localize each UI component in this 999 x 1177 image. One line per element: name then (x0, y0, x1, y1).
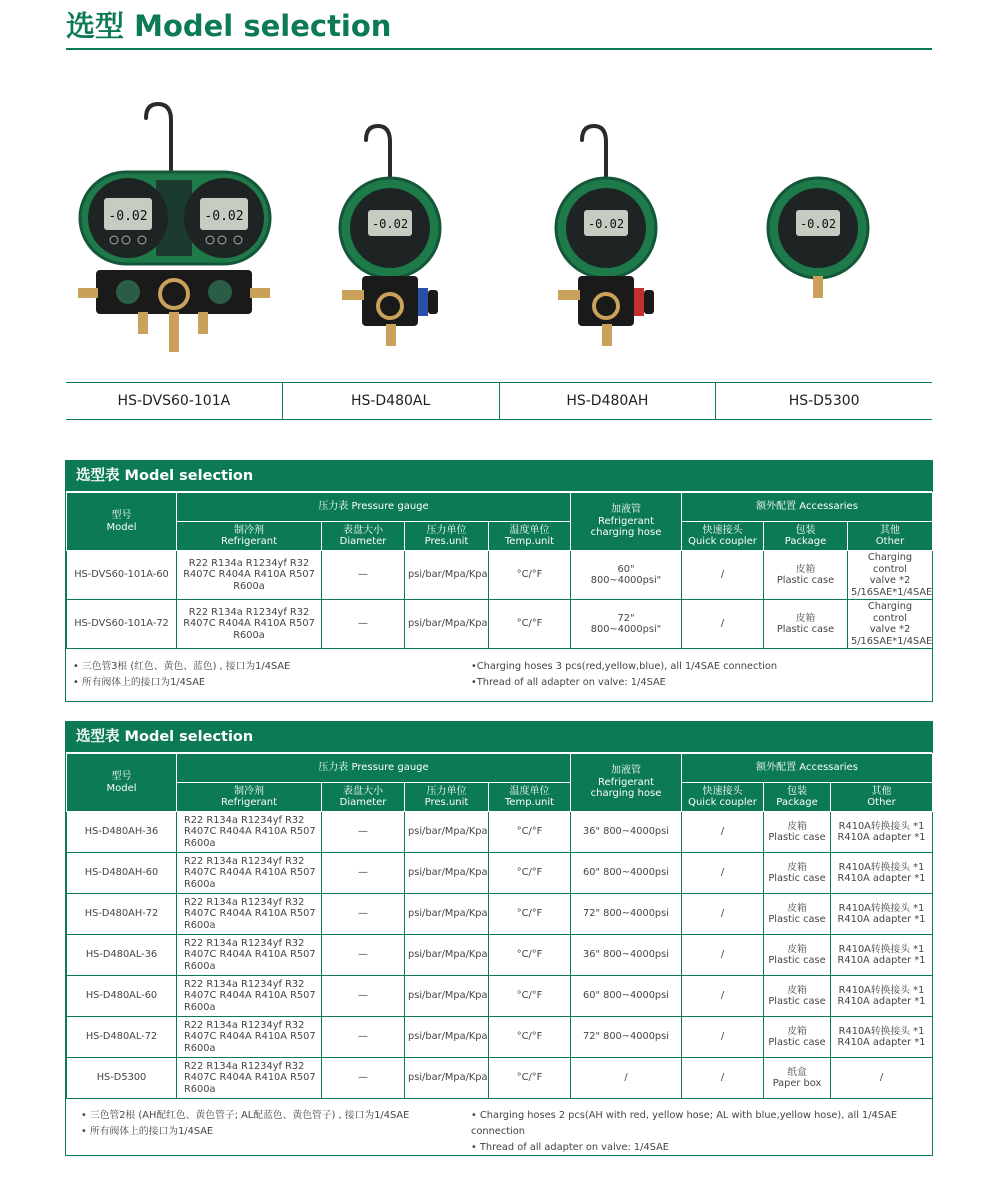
diameter-cell: — (322, 853, 405, 894)
other-cell: Charging control valve *2 5/16SAE*1/4SAE (848, 600, 933, 649)
header-pres-unit: 压力单位 Pres.unit (405, 783, 489, 812)
model-cell: HS-D480AL-36 (67, 935, 177, 976)
header-refrigerant: 制冷剂 Refrigerant (177, 522, 322, 551)
quick-coupler-cell: / (682, 853, 764, 894)
product-image-hs-d5300 (714, 90, 930, 380)
diameter-cell: — (322, 894, 405, 935)
other-cell: Charging control valve *2 5/16SAE*1/4SAE (848, 551, 933, 600)
package-cell: 皮箱 Plastic case (764, 1017, 831, 1058)
model-name: HS-DVS60-101A (66, 383, 283, 419)
charging-hose-cell: 60" 800~4000psi (571, 853, 682, 894)
charging-hose-cell: 36" 800~4000psi (571, 935, 682, 976)
quick-coupler-cell: / (682, 1058, 764, 1099)
header-accessaries: 额外配置 Accessaries (682, 493, 933, 522)
pres-unit-cell: psi/bar/Mpa/Kpa (405, 551, 489, 600)
quick-coupler-cell: / (682, 600, 764, 649)
refrigerant-cell: R22 R134a R1234yf R32 R407C R404A R410A R507 R600a (177, 894, 322, 935)
quick-coupler-cell: / (682, 1017, 764, 1058)
header-diameter: 表盘大小 Diameter (322, 522, 405, 551)
spec-table (66, 753, 933, 1099)
header-model: 型号 Model (67, 754, 177, 812)
header-temp-unit: 温度单位 Temp.unit (489, 783, 571, 812)
header-pressure-gauge: 压力表 Pressure gauge (177, 754, 571, 783)
digital-gauge-image (714, 90, 930, 380)
diameter-cell: — (322, 812, 405, 853)
refrigerant-cell: R22 R134a R1234yf R32 R407C R404A R410A R507 R600a (177, 976, 322, 1017)
header-package: 包装 Package (764, 783, 831, 812)
note-en: •Thread of all adapter on valve: 1/4SAE (471, 677, 666, 688)
page-title: 选型 Model selection (66, 9, 392, 43)
temp-unit-cell: °C/°F (489, 551, 571, 600)
header-package: 包装 Package (764, 522, 848, 551)
quick-coupler-cell: / (682, 976, 764, 1017)
table-title: 选型表 Model selection (66, 722, 932, 753)
other-cell: R410A转换接头 *1 R410A adapter *1 (831, 894, 933, 935)
charging-hose-cell: 60" 800~4000psi (571, 976, 682, 1017)
package-cell: 皮箱 Plastic case (764, 600, 848, 649)
table-row (67, 976, 933, 1017)
model-cell: HS-DVS60-101A-60 (67, 551, 177, 600)
diameter-cell: — (322, 935, 405, 976)
refrigerant-cell: R22 R134a R1234yf R32 R407C R404A R410A R507 R600a (177, 853, 322, 894)
other-cell: R410A转换接头 *1 R410A adapter *1 (831, 853, 933, 894)
charging-hose-cell: 60" 800~4000psi" (571, 551, 682, 600)
display-value: -0.02 (587, 217, 625, 231)
package-cell: 纸盒 Paper box (764, 1058, 831, 1099)
note-cn: • 所有阀体上的接口为1/4SAE (73, 677, 206, 688)
diameter-cell: — (322, 1058, 405, 1099)
other-cell: R410A转换接头 *1 R410A adapter *1 (831, 976, 933, 1017)
other-cell: R410A转换接头 *1 R410A adapter *1 (831, 935, 933, 976)
pres-unit-cell: psi/bar/Mpa/Kpa (405, 894, 489, 935)
diameter-cell: — (322, 551, 405, 600)
charging-hose-cell: 36" 800~4000psi (571, 812, 682, 853)
selection-table-2 (65, 721, 933, 1156)
pres-unit-cell: psi/bar/Mpa/Kpa (405, 976, 489, 1017)
table-title: 选型表 Model selection (66, 461, 932, 492)
manifold-gauge-single-blue-image (282, 90, 498, 380)
package-cell: 皮箱 Plastic case (764, 812, 831, 853)
table-row (67, 935, 933, 976)
table-row (67, 1058, 933, 1099)
model-cell: HS-D480AL-72 (67, 1017, 177, 1058)
header-quick-coupler: 快速接头 Quick coupler (682, 522, 764, 551)
diameter-cell: — (322, 600, 405, 649)
charging-hose-cell: / (571, 1058, 682, 1099)
note-en: •Charging hoses 3 pcs(red,yellow,blue), all 1/4SAE connection (471, 661, 778, 672)
display-value: -0.02 (371, 217, 409, 231)
table-notes (66, 1099, 932, 1155)
model-cell: HS-D480AH-60 (67, 853, 177, 894)
product-gallery (66, 90, 932, 380)
quick-coupler-cell: / (682, 894, 764, 935)
header-other: 其他 Other (848, 522, 933, 551)
temp-unit-cell: °C/°F (489, 600, 571, 649)
pres-unit-cell: psi/bar/Mpa/Kpa (405, 1058, 489, 1099)
quick-coupler-cell: / (682, 812, 764, 853)
charging-hose-cell: 72" 800~4000psi (571, 1017, 682, 1058)
table-row (67, 600, 933, 649)
note-en: • Thread of all adapter on valve: 1/4SAE (471, 1142, 669, 1153)
model-cell: HS-D480AH-72 (67, 894, 177, 935)
package-cell: 皮箱 Plastic case (764, 853, 831, 894)
selection-table-1 (65, 460, 933, 702)
product-image-hs-d480ah (498, 90, 714, 380)
model-cell: HS-DVS60-101A-72 (67, 600, 177, 649)
other-cell: R410A转换接头 *1 R410A adapter *1 (831, 1017, 933, 1058)
temp-unit-cell: °C/°F (489, 853, 571, 894)
temp-unit-cell: °C/°F (489, 1058, 571, 1099)
product-image-hs-dvs60-101a (66, 90, 282, 380)
note-cn: • 三色管3根 (红色、黄色、蓝色) , 接口为1/4SAE (73, 661, 291, 672)
display-value: -0.02 (799, 217, 837, 231)
quick-coupler-cell: / (682, 935, 764, 976)
page-header (66, 6, 932, 50)
model-cell: HS-D5300 (67, 1058, 177, 1099)
header-temp-unit: 温度单位 Temp.unit (489, 522, 571, 551)
model-name-strip (66, 382, 932, 420)
header-diameter: 表盘大小 Diameter (322, 783, 405, 812)
package-cell: 皮箱 Plastic case (764, 894, 831, 935)
pres-unit-cell: psi/bar/Mpa/Kpa (405, 812, 489, 853)
model-name: HS-D480AH (500, 383, 717, 419)
table-row (67, 812, 933, 853)
temp-unit-cell: °C/°F (489, 935, 571, 976)
manifold-gauge-single-red-image (498, 90, 714, 380)
product-image-hs-d480al (282, 90, 498, 380)
note-cn: • 所有阀体上的接口为1/4SAE (81, 1126, 214, 1137)
header-model: 型号 Model (67, 493, 177, 551)
table-row (67, 551, 933, 600)
package-cell: 皮箱 Plastic case (764, 935, 831, 976)
header-pressure-gauge: 压力表 Pressure gauge (177, 493, 571, 522)
model-cell: HS-D480AL-60 (67, 976, 177, 1017)
note-cn: • 三色管2根 (AH配红色、黄色管子; AL配蓝色、黄色管子) , 接口为1/4SAE (81, 1110, 410, 1121)
temp-unit-cell: °C/°F (489, 812, 571, 853)
charging-hose-cell: 72" 800~4000psi (571, 894, 682, 935)
header-refrigerant: 制冷剂 Refrigerant (177, 783, 322, 812)
package-cell: 皮箱 Plastic case (764, 976, 831, 1017)
temp-unit-cell: °C/°F (489, 976, 571, 1017)
diameter-cell: — (322, 1017, 405, 1058)
header-charging-hose: 加液管 Refrigerant charging hose (571, 493, 682, 551)
header-other: 其他 Other (831, 783, 933, 812)
table-row (67, 853, 933, 894)
quick-coupler-cell: / (682, 551, 764, 600)
refrigerant-cell: R22 R134a R1234yf R32 R407C R404A R410A R507 R600a (177, 1058, 322, 1099)
header-pres-unit: 压力单位 Pres.unit (405, 522, 489, 551)
note-en: • Charging hoses 2 pcs(AH with red, yellow hose; AL with blue,yellow hose), all 1/4SAE connection (471, 1110, 898, 1137)
refrigerant-cell: R22 R134a R1234yf R32 R407C R404A R410A R507 R600a (177, 551, 322, 600)
table-row (67, 1017, 933, 1058)
table-notes (66, 649, 932, 701)
package-cell: 皮箱 Plastic case (764, 551, 848, 600)
charging-hose-cell: 72" 800~4000psi" (571, 600, 682, 649)
refrigerant-cell: R22 R134a R1234yf R32 R407C R404A R410A R507 R600a (177, 935, 322, 976)
model-name: HS-D480AL (283, 383, 500, 419)
temp-unit-cell: °C/°F (489, 894, 571, 935)
temp-unit-cell: °C/°F (489, 1017, 571, 1058)
header-quick-coupler: 快速接头 Quick coupler (682, 783, 764, 812)
pres-unit-cell: psi/bar/Mpa/Kpa (405, 1017, 489, 1058)
other-cell: / (831, 1058, 933, 1099)
display-value-left: -0.02 (108, 209, 148, 224)
refrigerant-cell: R22 R134a R1234yf R32 R407C R404A R410A R507 R600a (177, 600, 322, 649)
model-cell: HS-D480AH-36 (67, 812, 177, 853)
manifold-gauge-dual-image (66, 90, 282, 380)
header-accessaries: 额外配置 Accessaries (682, 754, 933, 783)
header-charging-hose: 加液管 Refrigerant charging hose (571, 754, 682, 812)
pres-unit-cell: psi/bar/Mpa/Kpa (405, 853, 489, 894)
pres-unit-cell: psi/bar/Mpa/Kpa (405, 600, 489, 649)
spec-table (66, 492, 933, 649)
other-cell: R410A转换接头 *1 R410A adapter *1 (831, 812, 933, 853)
diameter-cell: — (322, 976, 405, 1017)
refrigerant-cell: R22 R134a R1234yf R32 R407C R404A R410A R507 R600a (177, 1017, 322, 1058)
model-name: HS-D5300 (788, 393, 860, 409)
table-row (67, 894, 933, 935)
display-value-right: -0.02 (204, 209, 244, 224)
refrigerant-cell: R22 R134a R1234yf R32 R407C R404A R410A R507 R600a (177, 812, 322, 853)
pres-unit-cell: psi/bar/Mpa/Kpa (405, 935, 489, 976)
